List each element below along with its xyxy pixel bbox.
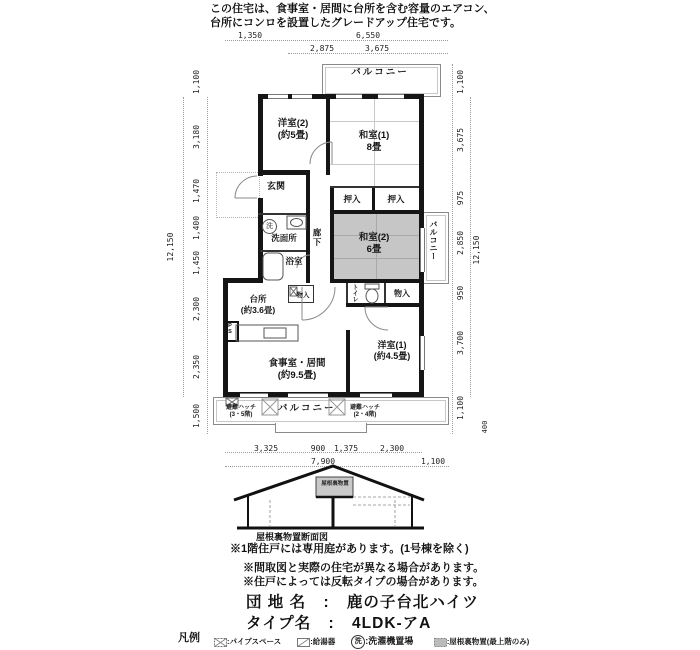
type-row	[246, 611, 431, 633]
dim-top-3675: 3,675	[364, 44, 390, 53]
pipe-space-icon	[214, 638, 227, 647]
washer-mark: 洗	[266, 223, 273, 230]
room-dining-name: 食事室・居間	[268, 358, 326, 369]
dim-right-975: 975	[456, 190, 465, 206]
legend-item-washing	[351, 636, 416, 646]
hatch-right-floors: (2・4階)	[353, 411, 377, 418]
room-western1-size: (約4.5畳)	[373, 351, 411, 362]
room-western1-name: 洋室(1)	[377, 340, 407, 350]
room-storage-right: 物入	[394, 289, 410, 298]
hatch-left-floors: (3・5階)	[229, 411, 253, 418]
room-japanese2-size: 6畳	[366, 243, 382, 255]
header-line2: 台所にコンロを設置したグレードアップ住宅です。	[210, 17, 462, 29]
dim-bot-1100: 1,100	[420, 457, 446, 466]
dim-right-400: 400	[481, 420, 489, 434]
type-colon: :	[328, 615, 335, 632]
dim-left-total: 12,150	[166, 232, 175, 262]
pipe-space-label: PS	[227, 323, 233, 335]
dim-top-1350: 1,350	[237, 31, 263, 40]
dim-right-3675: 3,675	[456, 127, 465, 153]
room-storage-small: 物入	[296, 292, 310, 299]
estate-colon: :	[323, 594, 330, 611]
estate-label: 団 地 名	[246, 594, 307, 611]
dim-bot-2300: 2,300	[379, 444, 405, 453]
dim-right-3700: 3,700	[456, 330, 465, 356]
dim-right-1100a: 1,100	[456, 69, 465, 95]
water-heater-icon	[297, 638, 310, 647]
dim-left-2350: 2,350	[192, 354, 201, 380]
dim-bot-3325: 3,325	[253, 444, 279, 453]
legend-items	[214, 634, 529, 649]
room-western1	[357, 340, 427, 363]
hatch-right-name: 避難ハッチ	[349, 405, 380, 411]
room-japanese1-name: 和室(1)	[358, 130, 390, 141]
legend-title: 凡例	[178, 632, 200, 644]
legend-item-water-heater	[297, 637, 337, 646]
dim-left-2300: 2,300	[192, 296, 201, 322]
dim-left-1450: 1,450	[192, 250, 201, 276]
legend-item-attic	[434, 637, 530, 646]
legend-label-attic: :屋根裏物置(最上階のみ)	[446, 637, 530, 646]
roof-section	[234, 466, 424, 528]
type-value: 4LDK-アA	[352, 615, 432, 632]
room-japanese1-size: 8畳	[366, 141, 382, 153]
room-toilet: トイレ	[351, 284, 357, 302]
dim-bot-900: 900	[310, 444, 326, 453]
attic-label: 屋根裏物置	[321, 481, 349, 487]
room-dining	[247, 358, 347, 382]
dim-left-1400: 1,400	[192, 215, 201, 241]
estate-value: 鹿の子台北ハイツ	[346, 594, 479, 611]
room-western2-size: (約5畳)	[277, 129, 309, 141]
legend-label-pipe-space: :パイプスペース	[227, 637, 282, 646]
legend-label-washing: :洗濯機置場	[365, 636, 414, 646]
header-line1: この住宅は、食事室・居間に台所を含む容量のエアコン、	[210, 3, 495, 15]
dim-top-6550: 6,550	[355, 31, 381, 40]
dim-right-2850: 2,850	[456, 230, 465, 256]
room-japanese2	[339, 232, 409, 256]
room-japanese1	[339, 130, 409, 154]
dim-right-1100b: 1,100	[456, 395, 465, 421]
room-western2-name: 洋室(2)	[277, 118, 309, 129]
dim-top-2875: 2,875	[309, 44, 335, 53]
note-1: ※1階住戸には専用庭があります。(1号棟を除く)	[230, 543, 469, 555]
balcony-right-label: バルコニー	[429, 220, 438, 260]
balcony-top-label: バルコニー	[351, 67, 409, 78]
room-bathroom: 浴室	[285, 256, 303, 266]
room-closet2: 押入	[387, 194, 405, 204]
dim-bot-1375: 1,375	[333, 444, 359, 453]
dim-left-1100: 1,100	[192, 69, 201, 95]
legend-item-pipe-space	[214, 637, 283, 646]
room-japanese2-name: 和室(2)	[358, 232, 390, 243]
room-washroom: 洗面所	[271, 233, 297, 243]
hatch-left-name: 避難ハッチ	[225, 405, 256, 411]
legend-label-water-heater: :給湯器	[310, 637, 336, 646]
room-entrance: 玄関	[266, 181, 285, 191]
room-kitchen-name: 台所	[249, 294, 267, 304]
note-3: ※住戸によっては反転タイプの場合があります。	[243, 576, 484, 588]
type-label: タイプ名	[246, 615, 312, 632]
attic-storage-icon	[434, 638, 447, 647]
note-2: ※間取図と実際の住宅が異なる場合があります。	[243, 562, 485, 574]
hatch-left-label	[220, 405, 262, 418]
section-caption: 屋根裏物置断面図	[256, 532, 329, 542]
balcony-bottom-label: バルコニー	[278, 403, 336, 414]
room-western2	[258, 118, 328, 142]
dim-left-3180: 3,180	[192, 124, 201, 150]
estate-row	[246, 590, 479, 612]
room-corridor: 廊下	[312, 228, 322, 247]
dim-right-total: 12,150	[472, 235, 481, 265]
room-closet1: 押入	[343, 194, 361, 204]
room-kitchen-size: (約3.6畳)	[240, 304, 276, 315]
room-kitchen	[232, 294, 284, 315]
dim-left-1470: 1,470	[192, 178, 201, 204]
washing-machine-icon: 洗	[351, 635, 365, 649]
dim-left-1500: 1,500	[192, 403, 201, 429]
hatch-right-label	[344, 405, 386, 418]
dim-bot-7900: 7,900	[310, 457, 336, 466]
dim-right-950: 950	[456, 285, 465, 301]
room-dining-size: (約9.5畳)	[277, 369, 317, 381]
